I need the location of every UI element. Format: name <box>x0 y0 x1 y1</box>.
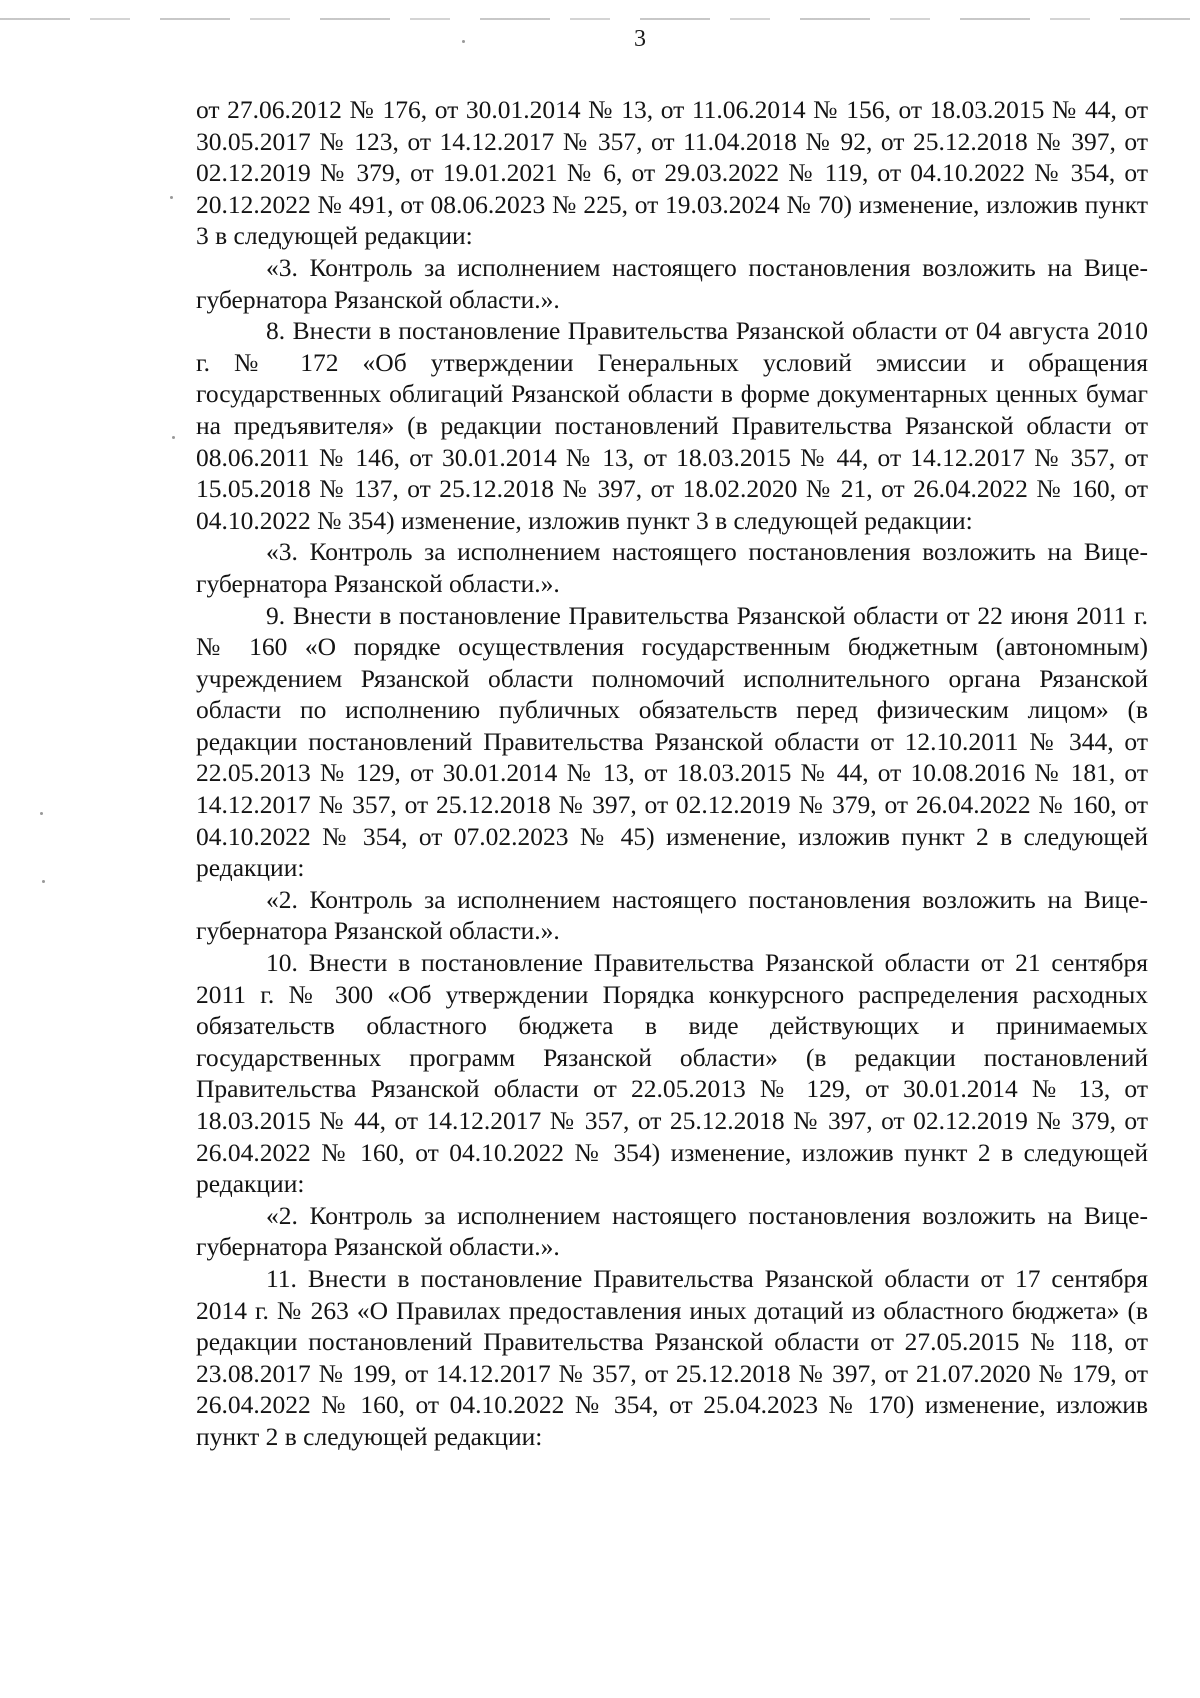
document-body <box>196 94 1148 1453</box>
paragraph-quote-item-8: «3. Контроль за исполнением настоящего постановления возложить на Вице-губернатора Рязанской области.». <box>196 537 1148 598</box>
scan-speck <box>42 880 45 883</box>
paragraph-item-8: 8. Внести в постановление Правительства Рязанской области от 04 августа 2010 г. № 172 «Об утверждении Генеральных условий эмиссии и обращения государственных облигаций Рязанской области в форме документарных ценных бумаг на предъявителя» (в редакции постановлений Правительства Рязанской области от 08.06.2011 № 146, от 30.01.2014 № 13, от 18.03.2015 № 44, от 14.12.2017 № 357, от 15.05.2018 № 137, от 25.12.2018 № 397, от 18.02.2020 № 21, от 26.04.2022 № 160, от 04.10.2022 № 354) изменение, изложив пункт 3 в следующей редакции: <box>196 316 1148 535</box>
scan-speck <box>172 436 175 439</box>
paragraph-quote-item-10: «2. Контроль за исполнением настоящего постановления возложить на Вице-губернатора Рязанской области.». <box>196 1200 1148 1262</box>
scan-artifact-top-line <box>0 18 1200 20</box>
paragraph-continuation: от 27.06.2012 № 176, от 30.01.2014 № 13, от 11.06.2014 № 156, от 18.03.2015 № 44, от 30.05.2017 № 123, от 14.12.2017 № 357, от 11.04.2018 № 92, от 25.12.2018 № 397, от 02.12.2019 № 379, от 19.01.2021 № 6, от 29.03.2022 № 119, от 04.10.2022 № 354, от 20.12.2022 № 491, от 08.06.2023 № 225, от 19.03.2024 № 70) изменение, изложив пункт 3 в следующей редакции: <box>196 95 1148 251</box>
scan-speck <box>170 196 173 199</box>
paragraph-item-11: 11. Внести в постановление Правительства Рязанской области от 17 сентября 2014 г. № 263 «О Правилах предоставления иных дотаций из областного бюджета» (в редакции постановлений Правительства Рязанской области от 27.05.2015 № 118, от 23.08.2017 № 199, от 14.12.2017 № 357, от 25.12.2018 № 397, от 21.07.2020 № 179, от 26.04.2022 № 160, от 04.10.2022 № 354, от 25.04.2023 № 170) изменение, изложив пункт 2 в следующей редакции: <box>196 1263 1148 1451</box>
paragraph-quote-item-9: «2. Контроль за исполнением настоящего постановления возложить на Вице-губернатора Рязанской области.». <box>196 884 1148 946</box>
page-number: 3 <box>634 26 646 52</box>
paragraph-quote-item-7: «3. Контроль за исполнением настоящего постановления возложить на Вице-губернатора Рязанской области.». <box>196 252 1148 314</box>
paragraph-item-10: 10. Внести в постановление Правительства Рязанской области от 21 сентября 2011 г. № 300 «Об утверждении Порядка конкурсного распределения расходных обязательств областного бюджета в виде действующих и принимаемых государственных программ Рязанской области» (в редакции постановлений Правительства Рязанской области от 22.05.2013 № 129, от 30.01.2014 № 13, от 18.03.2015 № 44, от 14.12.2017 № 357, от 25.12.2018 № 397, от 02.12.2019 № 379, от 26.04.2022 № 160, от 04.10.2022 № 354) изменение, изложив пункт 2 в следующей редакции: <box>196 948 1148 1199</box>
paragraph-item-9: 9. Внести в постановление Правительства Рязанской области от 22 июня 2011 г. № 160 «О порядке осуществления государственным бюджетным (автономным) учреждением Рязанской области полномочий исполнительного органа Рязанской области по исполнению публичных обязательств перед физическим лицом» (в редакции постановлений Правительства Рязанской области от 12.10.2011 № 344, от 22.05.2013 № 129, от 30.01.2014 № 13, от 18.03.2015 № 44, от 10.08.2016 № 181, от 14.12.2017 № 357, от 25.12.2018 № 397, от 02.12.2019 № 379, от 26.04.2022 № 160, от 04.10.2022 № 354, от 07.02.2023 № 45) изменение, изложив пункт 2 в следующей редакции: <box>196 600 1148 883</box>
scan-speck <box>40 812 43 815</box>
